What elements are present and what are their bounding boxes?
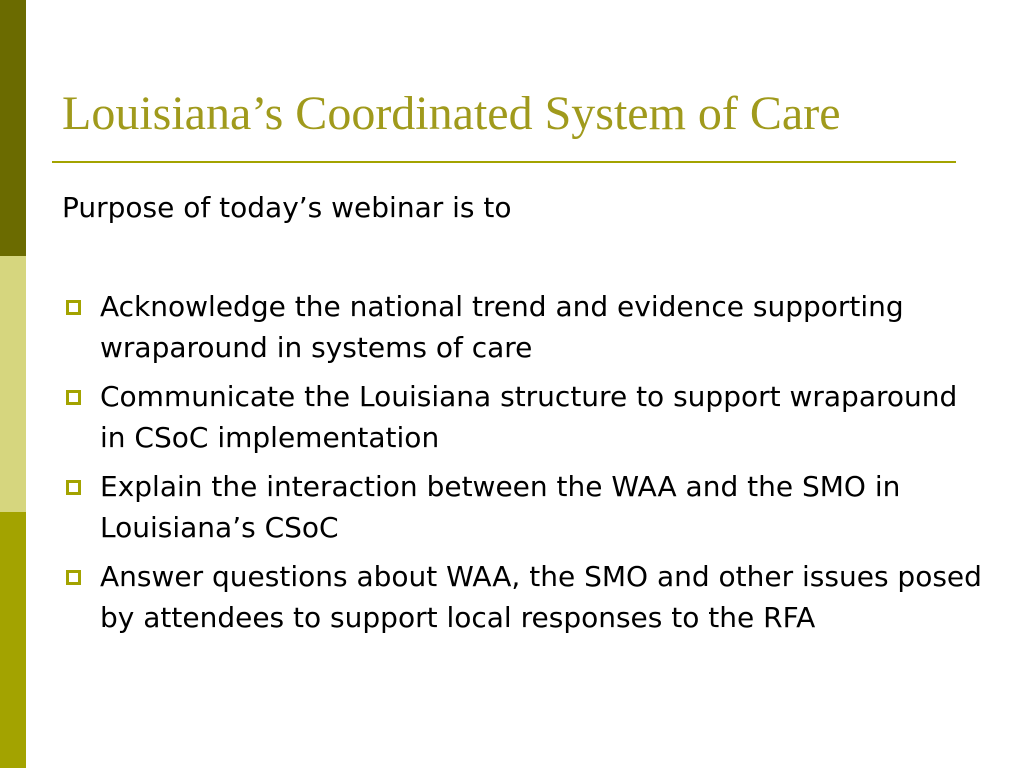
side-color-bar — [0, 0, 26, 768]
bullet-list — [62, 286, 982, 646]
side-bar-segment-olive — [0, 512, 26, 768]
bullet-item — [62, 376, 982, 458]
bullet-text: Communicate the Louisiana structure to support wraparound in CSoC implementation — [100, 380, 958, 454]
bullet-text: Acknowledge the national trend and evidence supporting wraparound in systems of care — [100, 290, 904, 364]
hollow-square-bullet-icon — [66, 480, 81, 495]
side-bar-segment-dark — [0, 0, 26, 256]
intro-text: Purpose of today’s webinar is to — [62, 191, 512, 224]
bullet-item — [62, 466, 982, 548]
slide-title: Louisiana’s Coordinated System of Care — [62, 87, 841, 140]
bullet-text: Explain the interaction between the WAA and the SMO in Louisiana’s CSoC — [100, 470, 901, 544]
hollow-square-bullet-icon — [66, 570, 81, 585]
title-underline — [52, 161, 956, 163]
bullet-item — [62, 556, 982, 638]
hollow-square-bullet-icon — [66, 300, 81, 315]
bullet-text: Answer questions about WAA, the SMO and other issues posed by attendees to support local responses to the RFA — [100, 560, 982, 634]
bullet-item — [62, 286, 982, 368]
hollow-square-bullet-icon — [66, 390, 81, 405]
side-bar-segment-light — [0, 256, 26, 512]
